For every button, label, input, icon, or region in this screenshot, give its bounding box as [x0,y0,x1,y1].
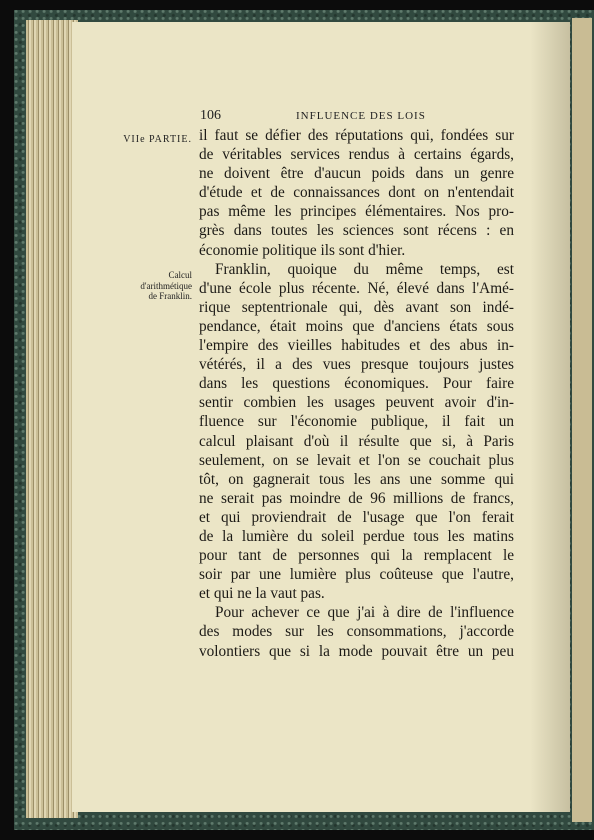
text-line: l'empire des vieilles habitudes et des abus in- [199,337,514,355]
text-line: grès dans toutes les sciences sont récens : en [199,222,514,240]
margin-note-line: d'arithmétique [140,280,192,291]
text-line: sentir combien les usages peuvent avoir d'in- [199,394,514,412]
text-line: de la lumière du soleil perdue tous les matins [199,527,514,545]
text-line: rique septentrionale qui, dès avant son indé- [199,298,514,316]
text-line: tôt, on gagnerait tous les ans une somme qui [199,470,514,488]
text-line: pour tant de personnes qui la remplacent le [199,547,514,565]
text-line: Franklin, quoique du même temps, est [215,260,514,278]
text-line: dans les questions économiques. Pour faire [199,375,514,393]
text-line: et qui proviendrait de l'usage que l'on ferait [199,508,514,526]
text-line: il faut se défier des réputations qui, fondées sur [199,127,514,144]
page-edges [26,20,78,818]
text-line: pas même les principes élémentaires. Nos pro- [199,203,514,221]
text-line: vétérés, il a des vues presque toujours justes [199,356,514,374]
text-line: des modes sur les consommations, j'accorde [199,623,514,641]
page-header [200,108,514,124]
margin-note [140,270,192,302]
text-line: calcul plaisant d'où il résulte que si, à Paris [199,432,514,450]
gutter-shadow [530,22,570,812]
text-line: soir par une lumière plus coûteuse que l'autre, [199,566,514,584]
text-line: de véritables services rendus à certains égards, [199,146,514,164]
margin-note-line: de Franklin. [148,291,192,301]
text-line: d'une école plus récente. Né, élevé dans l'Amé- [199,279,514,297]
running-title: INFLUENCE DES LOIS [296,110,426,122]
page-number: 106 [200,108,221,123]
body-text [199,126,514,661]
text-line: pendance, était moins que d'anciens états sous [199,317,514,335]
text-line: fluence sur l'économie publique, il fait un [199,413,514,431]
text-line: ne doivent être d'aucun poids dans un genre [199,165,514,183]
text-line: ne serait pas moindre de 96 millions de francs, [199,489,514,507]
text-line: économie politique ils sont d'hier. [199,241,406,259]
text-line: seulement, on se levait et l'on se couchait plus [199,451,514,469]
part-label: VIIe PARTIE. [123,134,192,145]
text-line: et qui ne la vaut pas. [199,585,325,603]
margin-note-line: Calcul [168,270,192,280]
text-line: volontiers que si la mode pouvait être un peu [199,642,514,660]
text-line: d'étude et de connaissances dont on n'entendait [199,184,514,202]
facing-page-edge [572,18,592,822]
text-line: Pour achever ce que j'ai à dire de l'influence [215,604,514,622]
